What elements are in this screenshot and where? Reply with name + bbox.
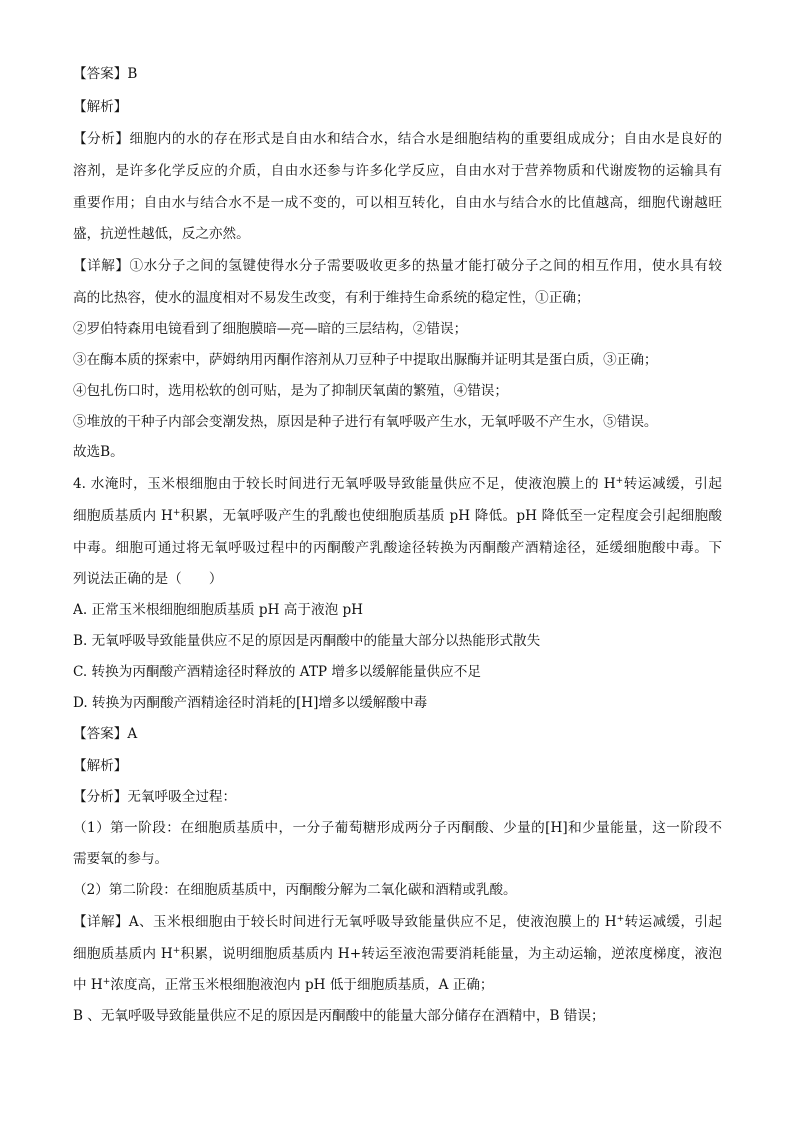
q4-analysis-line-1: 【分析】无氧呼吸全过程： (73, 789, 237, 805)
q3-detail-line-6: ⑤堆放的干种子内部会变潮发热，原因是种子进行有氧呼吸产生水，无氧呼吸不产生水，⑤错误。 (73, 414, 658, 430)
q3-analysis-line-2: 溶剂，是许多化学反应的介质，自由水还参与许多化学反应，自由水对于营养物质和代谢废物的运输具有 (73, 163, 722, 179)
q4-stem-line-3: 中毒。细胞可通过将无氧呼吸过程中的丙酮酸产乳酸途径转换为丙酮酸产酒精途径，延缓细胞酸中毒。下 (73, 540, 722, 556)
q4-analysis-heading: 【解析】 (73, 758, 128, 774)
q4-detail-line-1-text: 【详解】A、玉米根细胞由于较长时间进行无氧呼吸导致能量供应不足，使液泡膜上的 H (73, 914, 617, 930)
q3-analysis-line-4: 盛，抗逆性越低，反之亦然。 (73, 226, 250, 242)
q4-detail-line-2-superscript: + (172, 946, 181, 956)
q4-stem-line-1-tail: 转运减缓，引起 (623, 476, 722, 492)
q4-stem-line-1-superscript: + (615, 476, 624, 486)
q4-stage2: （2）第二阶段：在细胞质基质中，丙酮酸分解为二氧化碳和酒精或乳酸。 (73, 882, 517, 898)
q4-stem-line-1 (73, 474, 722, 494)
q4-option-c: C. 转换为丙酮酸产酒精途径时释放的 ATP 增多以缓解能量供应不足 (73, 664, 481, 680)
q4-detail-line-2 (73, 944, 722, 964)
q4-detail-line-1 (73, 912, 722, 932)
q4-stage1-line-1: （1）第一阶段：在细胞质基质中，一分子葡萄糖形成两分子丙酮酸、少量的[H]和少量能量，这一阶段不 (73, 820, 722, 836)
q4-stem-line-1-text: 4. 水淹时，玉米根细胞由于较长时间进行无氧呼吸导致能量供应不足，使液泡膜上的 H (73, 476, 616, 492)
q3-answer: 【答案】B (73, 66, 138, 82)
q4-stem-line-4: 列说法正确的是（ ） (73, 571, 223, 587)
q3-analysis-line-1: 【分析】细胞内的水的存在形式是自由水和结合水，结合水是细胞结构的重要组成成分；自由水是良好的 (73, 131, 722, 147)
q3-conclusion: 故选B。 (73, 444, 124, 460)
q4-stem-line-2-text: 细胞质基质内 H (73, 508, 173, 524)
q3-detail-line-1: 【详解】①水分子之间的氢键使得水分子需要吸收更多的热量才能打破分子之间的相互作用，使水具有较 (73, 258, 722, 274)
q4-answer: 【答案】A (73, 726, 138, 742)
q4-stage1-line-2: 需要氧的参与。 (73, 851, 169, 867)
q4-option-b: B. 无氧呼吸导致能量供应不足的原因是丙酮酸中的能量大部分以热能形式散失 (73, 633, 541, 649)
q4-option-d: D. 转换为丙酮酸产酒精途径时消耗的[H]增多以缓解酸中毒 (73, 695, 428, 711)
q4-detail-line-3-text: 中 H (73, 977, 103, 993)
q4-detail-line-3 (73, 975, 722, 995)
q4-detail-line-1-superscript: + (616, 914, 625, 924)
q4-stem-line-2-superscript: + (172, 508, 181, 518)
q3-detail-line-5: ④包扎伤口时，选用松软的创可贴，是为了抑制厌氧菌的繁殖，④错误； (73, 383, 508, 399)
q4-stem-line-2 (73, 506, 722, 526)
q4-detail-line-1-tail: 转运减缓，引起 (624, 914, 722, 930)
q3-detail-line-4: ③在酶本质的探索中，萨姆纳用丙酮作溶剂从刀豆种子中提取出脲酶并证明其是蛋白质，③正确； (73, 352, 658, 368)
q3-analysis-line-3: 重要作用；自由水与结合水不是一成不变的，可以相互转化，自由水与结合水的比值越高，细胞代谢越旺 (73, 195, 722, 211)
q4-detail-line-4: B 、无氧呼吸导致能量供应不足的原因是丙酮酸中的能量大部分储存在酒精中，B 错误； (73, 1008, 605, 1024)
q4-detail-line-2-tail: 积累，说明细胞质基质内 H+转运至液泡需要消耗能量，为主动运输，逆浓度梯度，液泡 (180, 946, 722, 962)
q3-detail-line-3: ②罗伯特森用电镜看到了细胞膜暗—亮—暗的三层结构，②错误； (73, 321, 468, 337)
q4-detail-line-3-superscript: + (102, 977, 111, 987)
q4-option-a: A. 正常玉米根细胞细胞质基质 pH 高于液泡 pH (73, 602, 364, 618)
q4-detail-line-3-tail: 浓度高，正常玉米根细胞液泡内 pH 低于细胞质基质，A 正确； (110, 977, 494, 993)
q4-stem-line-2-tail: 积累，无氧呼吸产生的乳酸也使细胞质基质 pH 降低。pH 降低至一定程度会引起细胞酸 (180, 508, 722, 524)
q3-analysis-heading: 【解析】 (73, 99, 128, 115)
q3-detail-line-2: 高的比热容，使水的温度相对不易发生改变，有利于维持生命系统的稳定性，①正确； (73, 290, 590, 306)
q4-detail-line-2-text: 细胞质基质内 H (73, 946, 173, 962)
